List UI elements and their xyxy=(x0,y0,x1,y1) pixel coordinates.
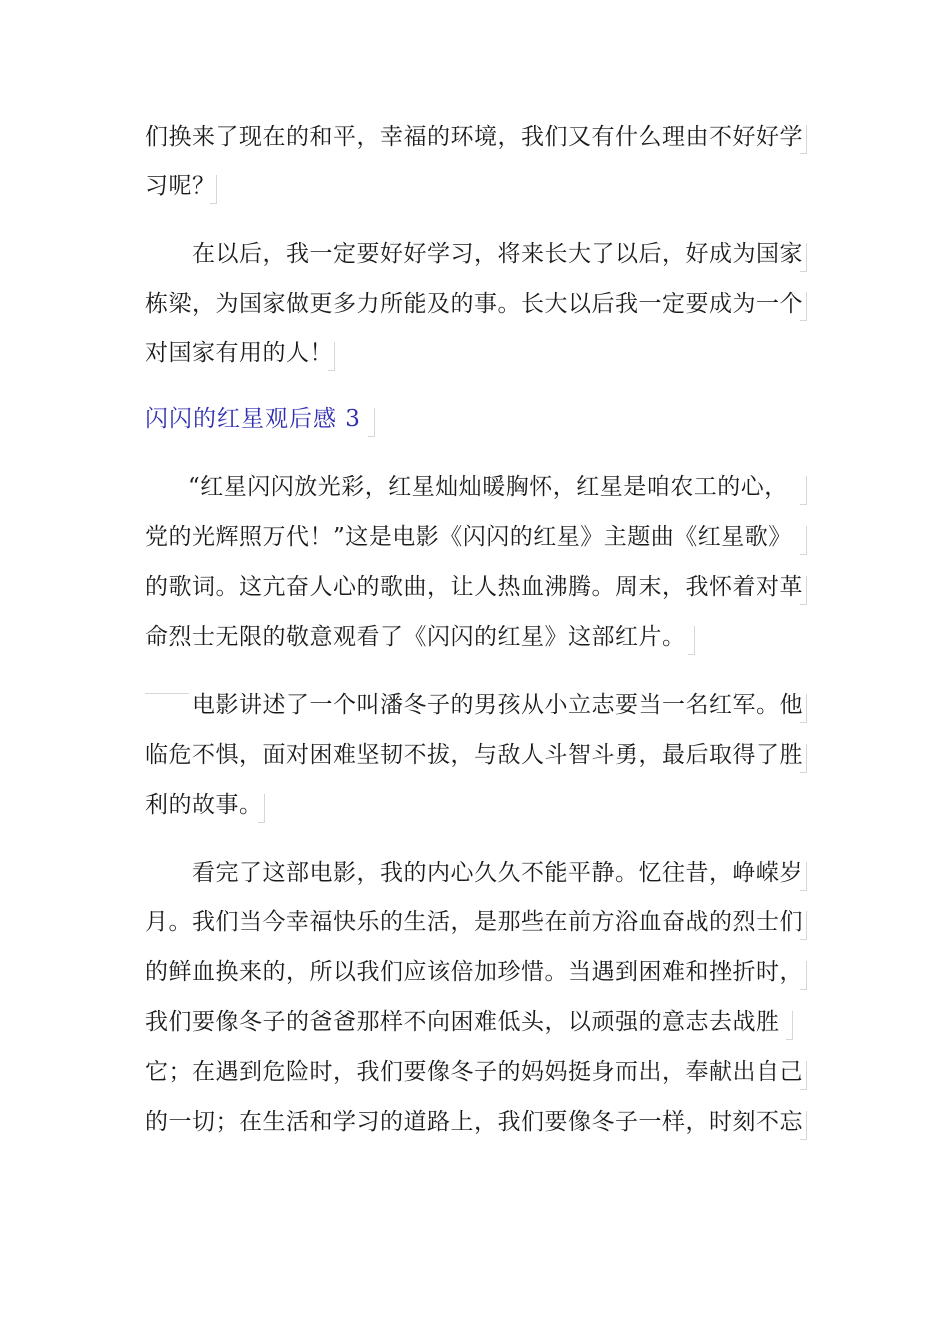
paragraph-line: 命烈士无限的敬意观看了《闪闪的红星》这部红片。 xyxy=(145,624,686,650)
text-box-edge xyxy=(800,125,807,154)
paragraph-line: 看完了这部电影，我的内心久久不能平静。忆往昔，峥嵘岁 xyxy=(192,860,803,886)
text-box-edge xyxy=(328,342,335,371)
paragraph-line: 党的光辉照万代！”这是电影《闪闪的红星》主题曲《红星歌》 xyxy=(145,524,792,550)
paragraph-line: 我们要像冬子的爸爸那样不向困难低头，以顽强的意志去战胜 xyxy=(145,1009,780,1035)
text-box-edge xyxy=(800,694,807,723)
paragraph-line: “红星闪闪放光彩，红星灿灿暖胸怀，红星是咱农工的心， xyxy=(188,474,788,500)
paragraph-line: 的歌词。这亢奋人心的歌曲，让人热血沸腾。周末，我怀着对革 xyxy=(145,574,803,600)
paragraph-line: 利的故事。 xyxy=(145,792,263,818)
text-box-edge xyxy=(800,961,807,990)
paragraph-line: 它；在遇到危险时，我们要像冬子的妈妈挺身而出，奉献出自己 xyxy=(145,1059,803,1085)
section-heading: 闪闪的红星观后感 3 xyxy=(145,406,361,432)
text-box-edge xyxy=(145,693,189,694)
text-box-edge xyxy=(800,1061,807,1090)
text-box-edge xyxy=(258,794,265,823)
paragraph-line: 电影讲述了一个叫潘冬子的男孩从小立志要当一名红军。他 xyxy=(192,692,803,718)
text-box-edge xyxy=(800,911,807,940)
text-box-edge xyxy=(786,1011,793,1040)
text-box-edge xyxy=(800,1111,807,1140)
text-box-edge xyxy=(800,576,807,605)
paragraph-line: 的鲜血换来的，所以我们应该倍加珍惜。当遇到困难和挫折时， xyxy=(145,959,803,985)
text-box-edge xyxy=(800,744,807,773)
paragraph-line: 的一切；在生活和学习的道路上，我们要像冬子一样，时刻不忘 xyxy=(145,1109,803,1135)
text-box-edge xyxy=(688,626,695,655)
text-box-edge xyxy=(800,243,807,272)
text-box-edge xyxy=(800,476,807,505)
text-box-edge xyxy=(800,526,807,555)
text-box-edge xyxy=(800,862,807,891)
text-box-edge xyxy=(800,292,807,321)
text-box-edge xyxy=(210,175,217,204)
paragraph-line: 在以后，我一定要好好学习，将来长大了以后，好成为国家 xyxy=(192,241,803,267)
paragraph-line: 栋梁，为国家做更多力所能及的事。长大以后我一定要成为一个 xyxy=(145,291,803,317)
paragraph-line: 月。我们当今幸福快乐的生活，是那些在前方浴血奋战的烈士们 xyxy=(145,909,803,935)
text-box-edge xyxy=(368,408,375,437)
paragraph-line: 习呢？ xyxy=(145,173,216,199)
paragraph-line: 们换来了现在的和平，幸福的环境，我们又有什么理由不好好学 xyxy=(145,124,803,150)
paragraph-line: 对国家有用的人！ xyxy=(145,340,333,366)
paragraph-line: 临危不惧，面对困难坚韧不拔，与敌人斗智斗勇，最后取得了胜 xyxy=(145,742,803,768)
